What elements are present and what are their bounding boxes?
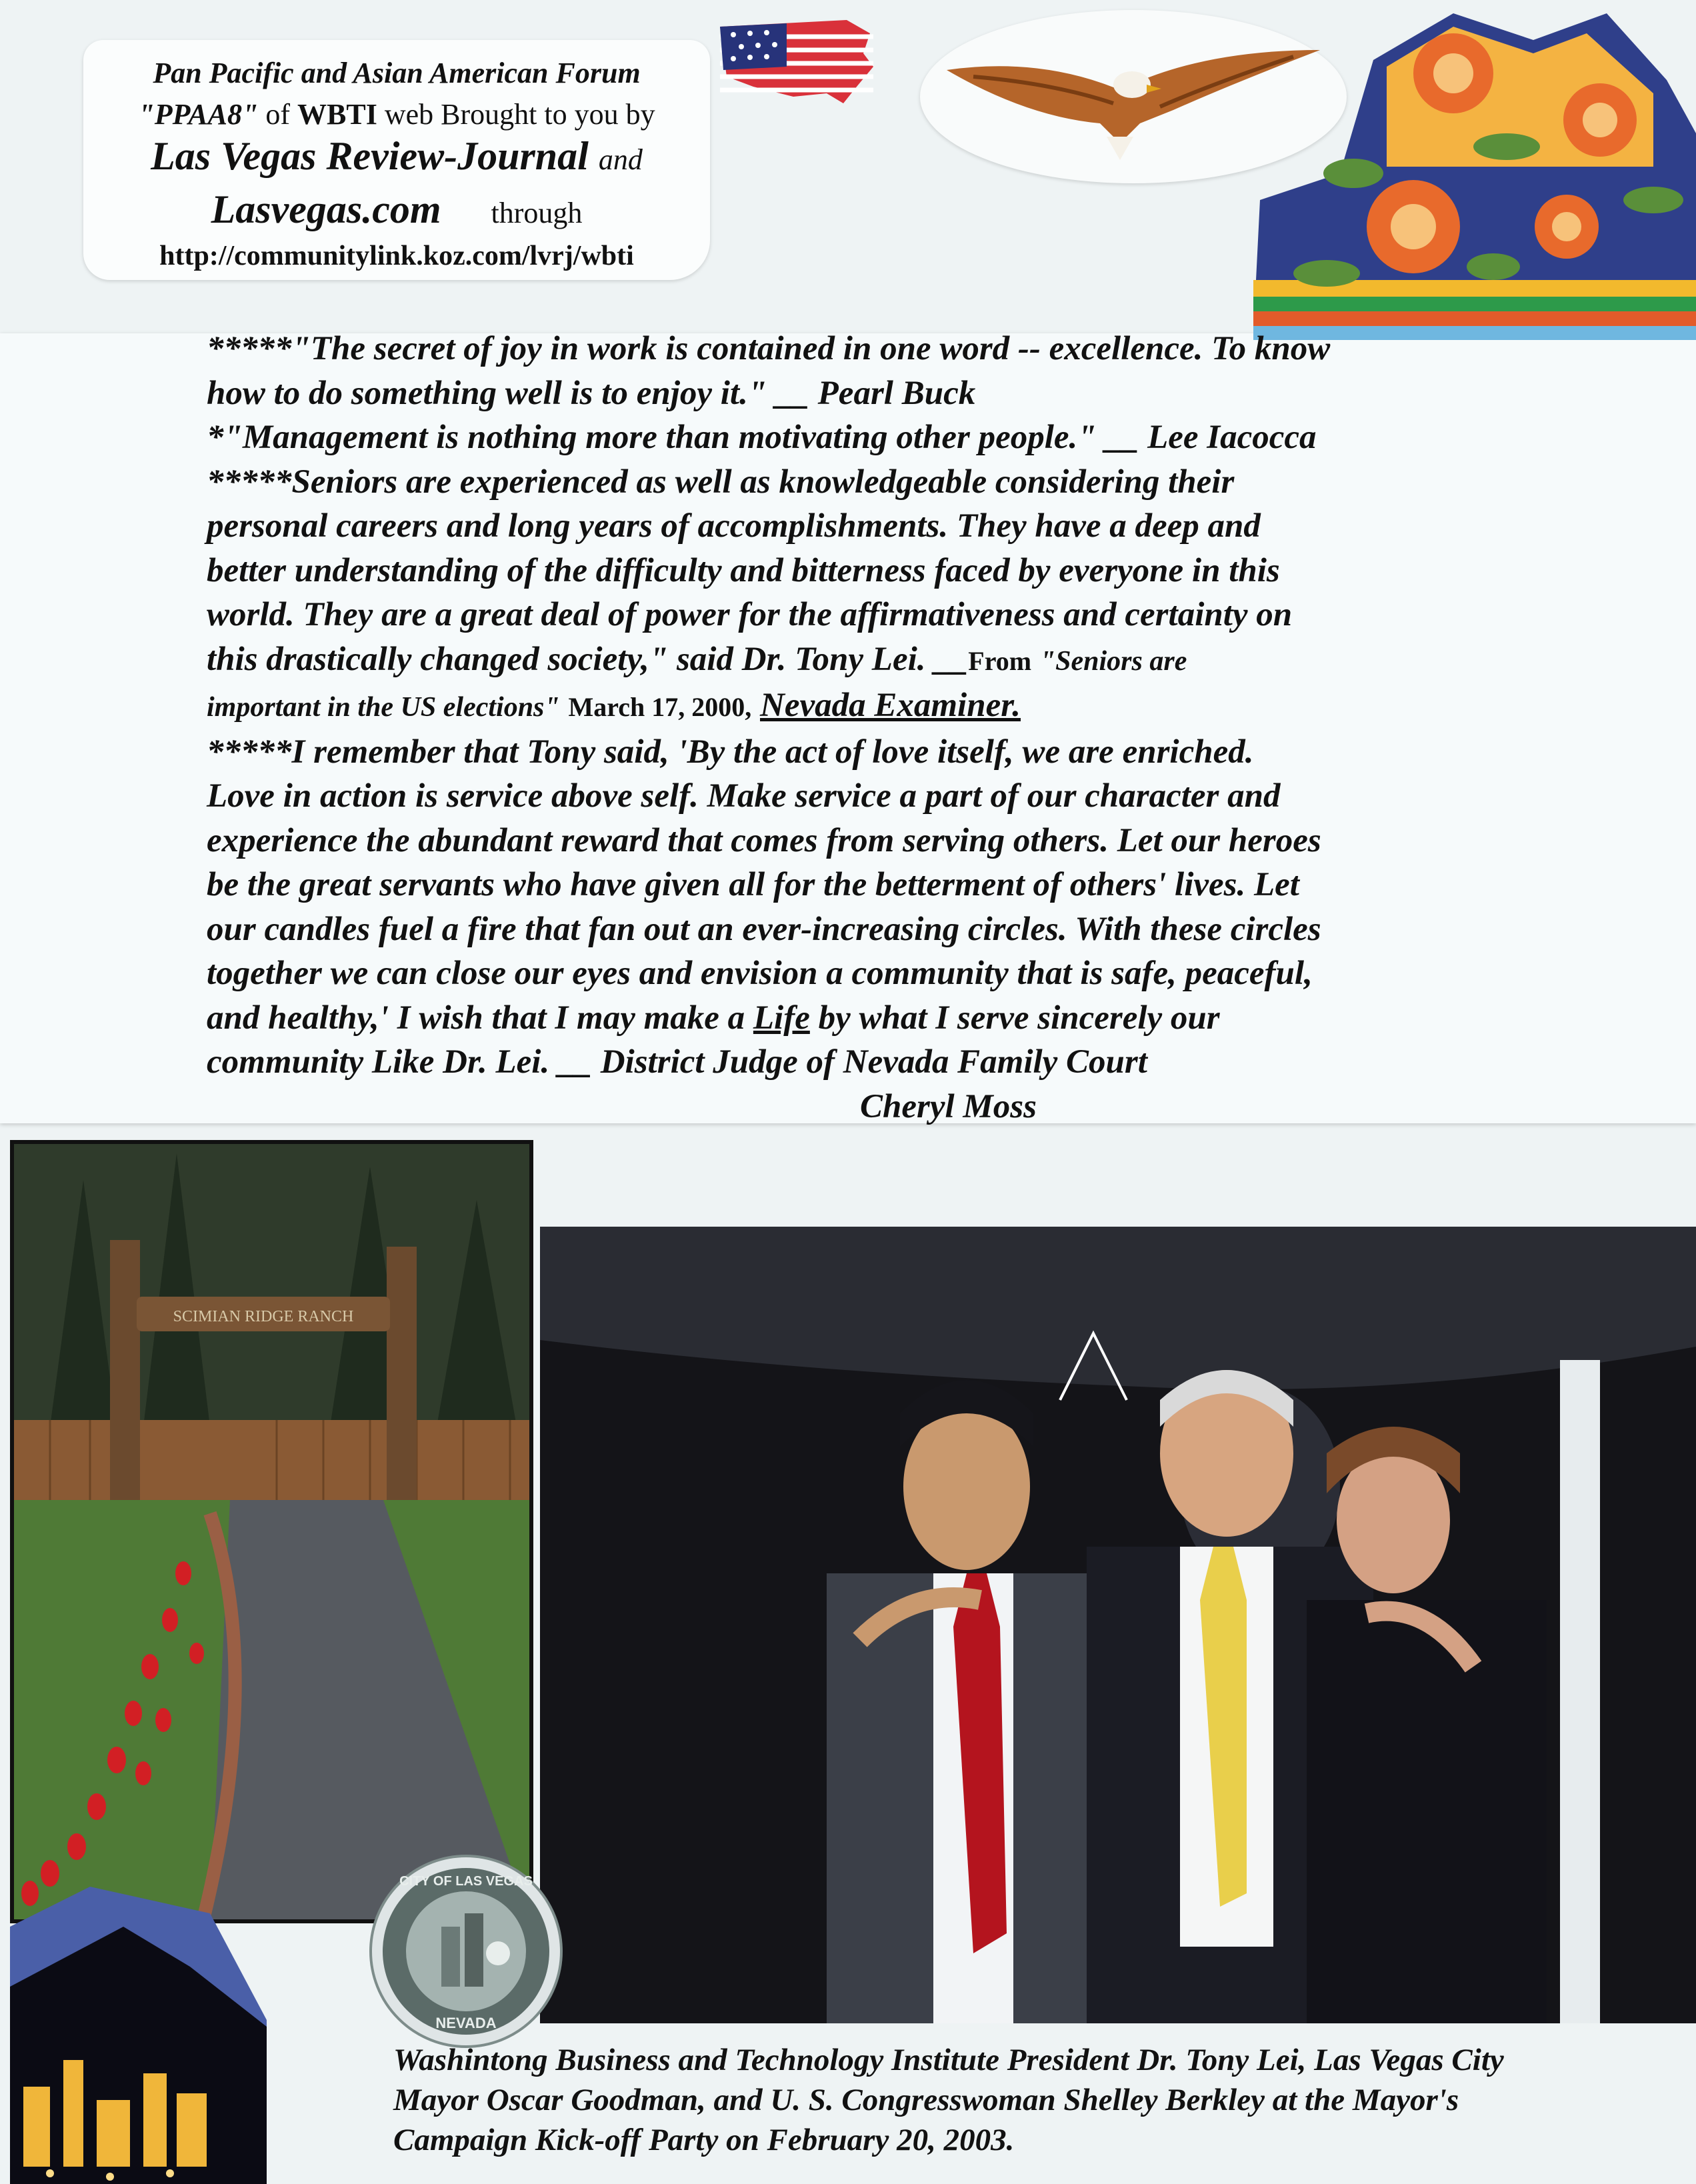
quote-pearl-buck-line1: *****"The secret of joy in work is contained in one word -- excellence. To know xyxy=(207,330,1331,367)
quote-moss-line3: experience the abundant reward that comes from serving others. Let our heroes xyxy=(207,821,1321,859)
life-word: Life xyxy=(753,999,810,1037)
quote-lei-line3: better understanding of the difficulty and bitterness faced by everyone in this xyxy=(207,551,1280,589)
ranch-gate-photo xyxy=(10,1140,533,1923)
from-label: From xyxy=(968,645,1032,676)
event-photo-image xyxy=(540,1227,1696,2023)
caption-line1: Washintong Business and Technology Institute President Dr. Tony Lei, Las Vegas City xyxy=(393,2043,1504,2077)
quote-pearl-buck-line2: how to do something well is to enjoy it." __ Pearl Buck xyxy=(207,374,976,412)
quote-lei-line6 xyxy=(207,683,1540,730)
source-title-end: important in the US elections" xyxy=(207,692,560,723)
site-name: Lasvegas.com xyxy=(211,187,441,231)
quote-lei-line2: personal careers and long years of accomplishments. They have a deep and xyxy=(207,507,1261,545)
forum-title: Pan Pacific and Asian American Forum xyxy=(153,57,641,89)
quote-moss-line7 xyxy=(207,996,1540,1041)
peony-floral-icon xyxy=(1253,0,1696,340)
source-publication: Nevada Examiner. xyxy=(760,687,1021,724)
quote-moss-line7-end: by what I serve sincerely our xyxy=(809,999,1220,1037)
quote-moss-line1: *****I remember that Tony said, 'By the act of love itself, we are enriched. xyxy=(207,733,1254,771)
of-label: of xyxy=(265,98,291,131)
wbti-label: WBTI xyxy=(297,98,377,131)
seal-bottom-text: NEVADA xyxy=(435,2015,497,2031)
brought-by-label: web Brought to you by xyxy=(384,98,655,131)
quotations-block xyxy=(207,327,1540,1129)
quote-lei-line5-text: this drastically changed society," said Dr. Tony Lei. __ xyxy=(207,640,969,678)
source-title-start: "Seniors are xyxy=(1039,645,1187,677)
judge-name: Cheryl Moss xyxy=(860,1087,1037,1125)
newspaper-name: Las Vegas Review-Journal xyxy=(151,134,589,178)
url-link[interactable]: http://communitylink.koz.com/lvrj/wbti xyxy=(159,241,634,271)
forum-subtitle xyxy=(83,97,710,131)
ppaa8-label: "PPAA8" xyxy=(138,98,259,131)
quote-moss-line7-start: and healthy,' I wish that I may make a xyxy=(207,999,745,1037)
us-flag-map-icon xyxy=(713,13,877,107)
event-photo xyxy=(540,1227,1696,2023)
photo-caption xyxy=(393,2040,1687,2160)
quote-moss-line4: be the great servants who have given all for the betterment of others' lives. Let xyxy=(207,866,1299,903)
and-label: and xyxy=(598,143,643,176)
quote-moss-line6: together we can close our eyes and envision a community that is safe, peaceful, xyxy=(207,955,1313,992)
site-line xyxy=(83,187,710,233)
quote-lei-line1: *****Seniors are experienced as well as knowledgeable considering their xyxy=(207,463,1235,501)
quote-moss-line5: our candles fuel a fire that fan out an ever-increasing circles. With these circles xyxy=(207,910,1321,948)
ranch-gate-image xyxy=(10,1140,533,1923)
seal-top-text: CITY OF LAS VEGAS xyxy=(399,1874,533,1889)
newspaper-line xyxy=(83,133,710,179)
quote-lei-line4: world. They are a great deal of power for the affirmativeness and certainty on xyxy=(207,596,1293,633)
source-date: March 17, 2000, xyxy=(568,692,752,722)
quote-moss-line2: Love in action is service above self. Make service a part of our character and xyxy=(207,777,1281,815)
quote-moss-line8: community Like Dr. Lei. __ District Judge of Nevada Family Court xyxy=(207,1043,1147,1081)
through-label: through xyxy=(491,197,583,229)
las-vegas-skyline-sticker xyxy=(10,1887,267,2184)
quote-iacocca: *"Management is nothing more than motivating other people." __ Lee Iacocca xyxy=(207,419,1317,456)
quote-lei-line5 xyxy=(207,637,1540,684)
caption-line2: Mayor Oscar Goodman, and U. S. Congresswoman Shelley Berkley at the Mayor's xyxy=(393,2083,1459,2117)
header-card xyxy=(83,40,710,280)
caption-line3: Campaign Kick-off Party on February 20, 2003. xyxy=(393,2123,1015,2157)
city-seal-icon xyxy=(368,1853,565,2050)
gate-sign-text: SCIMIAN RIDGE RANCH xyxy=(173,1308,354,1325)
